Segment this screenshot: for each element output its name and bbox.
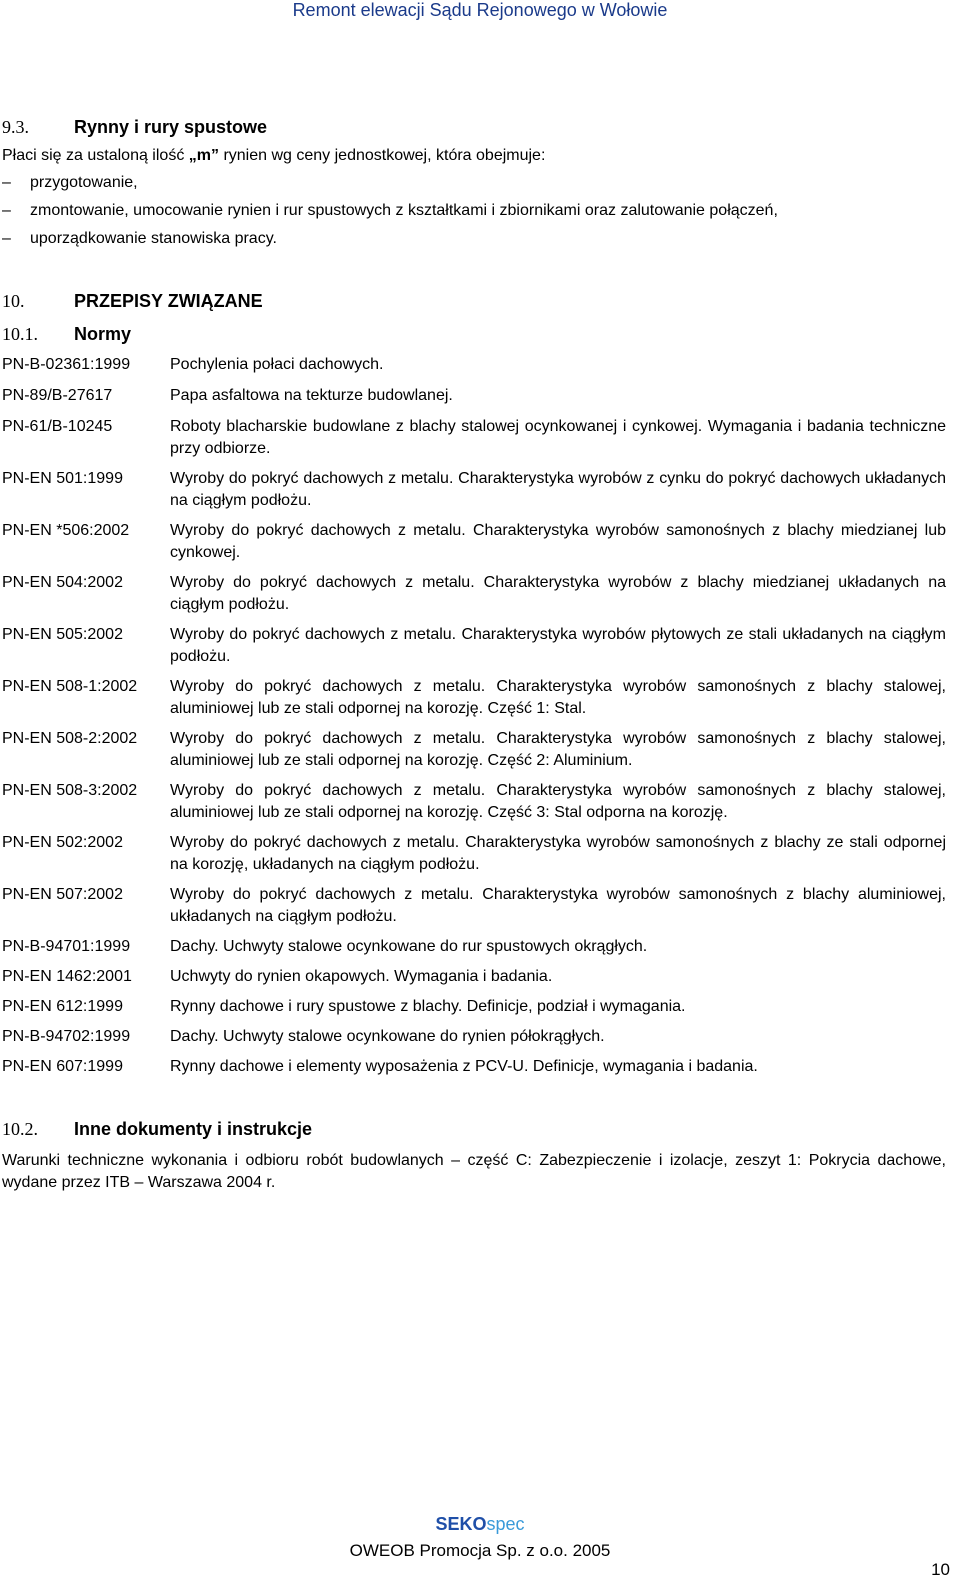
norm-code: PN-EN 502:2002 <box>2 834 123 851</box>
norm-description: Roboty blacharskie budowlane z blachy stalowej ocynkowanej i cynkowej. Wymagania i badania techniczne przy odbiorze. <box>170 418 946 457</box>
norm-description: Wyroby do pokryć dachowych z metalu. Charakterystyka wyrobów z blachy miedzianej układanych na ciągłym podłożu. <box>170 574 946 613</box>
other-documents-text: Warunki techniczne wykonania i odbioru robót budowlanych – część C: Zabezpieczenie i izolacje, zeszyt 1: Pokrycia dachowe, wydane przez ITB – Warszawa 2004 r. <box>2 1152 946 1191</box>
section-number: 10.2. <box>2 1119 38 1139</box>
page-number: 10 <box>931 1560 950 1579</box>
list-item-text: zmontowanie, umocowanie rynien i rur spustowych z kształtkami i zbiornikami oraz zalutowanie połączeń, <box>30 202 778 219</box>
norm-description: Wyroby do pokryć dachowych z metalu. Charakterystyka wyrobów samonośnych z blachy stalowej, aluminiowej lub ze stali odpornej na korozję. Część 3: Stal odporna na korozję. <box>170 782 946 821</box>
norm-row <box>2 966 946 988</box>
norm-row <box>2 385 946 407</box>
norm-code: PN-EN 508-1:2002 <box>2 678 138 695</box>
payment-intro <box>2 145 946 167</box>
intro-text: Płaci się za ustaloną ilość <box>2 147 189 164</box>
norm-row <box>2 624 946 668</box>
sekospec-logo <box>0 1513 960 1535</box>
unit-label: „m” <box>188 147 219 164</box>
norm-row <box>2 520 946 564</box>
dash-bullet: – <box>2 202 11 219</box>
norm-row <box>2 832 946 876</box>
norm-code: PN-61/B-10245 <box>2 418 113 435</box>
logo-text-seko: SEKO <box>435 1514 487 1534</box>
norm-code: PN-89/B-27617 <box>2 387 113 404</box>
section-10-2-heading <box>2 1118 946 1140</box>
norm-code: PN-B-94701:1999 <box>2 938 131 955</box>
section-number: 10. <box>2 291 25 311</box>
norm-row <box>2 416 946 460</box>
norm-code: PN-EN 508-2:2002 <box>2 730 138 747</box>
norm-row <box>2 884 946 928</box>
list-item <box>2 172 946 194</box>
norm-row <box>2 780 946 824</box>
norm-description: Rynny dachowe i rury spustowe z blachy. Definicje, podział i wymagania. <box>170 998 686 1015</box>
norm-row <box>2 996 946 1018</box>
norm-description: Dachy. Uchwyty stalowe ocynkowane do rur spustowych okrągłych. <box>170 938 648 955</box>
norm-description: Wyroby do pokryć dachowych z metalu. Charakterystyka wyrobów z cynku do pokryć dachowych układanych na ciągłym podłożu. <box>170 470 946 509</box>
norm-row <box>2 1056 946 1078</box>
page-header: Remont elewacji Sądu Rejonowego w Wołowie <box>292 0 668 20</box>
dash-bullet: – <box>2 174 11 191</box>
norm-description: Uchwyty do rynien okapowych. Wymagania i badania. <box>170 968 553 985</box>
scope-list <box>2 172 946 250</box>
logo-text-spec: spec <box>486 1514 525 1534</box>
norm-code: PN-EN *506:2002 <box>2 522 130 539</box>
list-item <box>2 228 946 250</box>
section-number: 10.1. <box>2 324 38 344</box>
norm-description: Wyroby do pokryć dachowych z metalu. Charakterystyka wyrobów płytowych ze stali układanych na ciągłym podłożu. <box>170 626 946 665</box>
list-item-text: przygotowanie, <box>30 174 138 191</box>
norm-row <box>2 936 946 958</box>
norm-code: PN-EN 507:2002 <box>2 886 123 903</box>
norm-description: Wyroby do pokryć dachowych z metalu. Charakterystyka wyrobów samonośnych z blachy miedzianej lub cynkowej. <box>170 522 946 561</box>
list-item-text: uporządkowanie stanowiska pracy. <box>30 230 277 247</box>
norm-description: Papa asfaltowa na tekturze budowlanej. <box>170 387 453 404</box>
norm-description: Dachy. Uchwyty stalowe ocynkowane do rynien półokrągłych. <box>170 1028 605 1045</box>
norm-row <box>2 572 946 616</box>
section-10-heading <box>2 290 946 312</box>
norm-description: Wyroby do pokryć dachowych z metalu. Charakterystyka wyrobów samonośnych z blachy stalowej, aluminiowej lub ze stali odpornej na korozję. Część 2: Aluminium. <box>170 730 946 769</box>
norm-code: PN-EN 508-3:2002 <box>2 782 138 799</box>
norm-row <box>2 354 946 376</box>
norm-code: PN-EN 505:2002 <box>2 626 123 643</box>
norm-code: PN-EN 612:1999 <box>2 998 123 1015</box>
norm-row <box>2 1026 946 1048</box>
section-10-1-heading <box>2 323 946 345</box>
norm-description: Wyroby do pokryć dachowych z metalu. Charakterystyka wyrobów samonośnych z blachy aluminiowej, układanych na ciągłym podłożu. <box>170 886 946 925</box>
norm-row <box>2 676 946 720</box>
document-content <box>2 116 946 1194</box>
section-title: PRZEPISY ZWIĄZANE <box>74 291 263 311</box>
norm-code: PN-EN 1462:2001 <box>2 968 132 985</box>
norm-code: PN-EN 504:2002 <box>2 574 123 591</box>
list-item <box>2 200 946 222</box>
norm-row <box>2 728 946 772</box>
norm-code: PN-EN 501:1999 <box>2 470 123 487</box>
dash-bullet: – <box>2 230 11 247</box>
norm-row <box>2 468 946 512</box>
norm-code: PN-B-02361:1999 <box>2 356 131 373</box>
norm-description: Pochylenia połaci dachowych. <box>170 356 384 373</box>
intro-text-end: rynien wg ceny jednostkowej, która obejmuje: <box>219 147 546 164</box>
company-name: OWEOB Promocja Sp. z o.o. 2005 <box>349 1541 611 1560</box>
section-number: 9.3. <box>2 117 29 137</box>
norm-description: Rynny dachowe i elementy wyposażenia z PCV-U. Definicje, wymagania i badania. <box>170 1058 758 1075</box>
section-title: Rynny i rury spustowe <box>74 117 268 137</box>
norm-description: Wyroby do pokryć dachowych z metalu. Charakterystyka wyrobów samonośnych z blachy stalowej, aluminiowej lub ze stali odpornej na korozję. Część 1: Stal. <box>170 678 946 717</box>
norm-code: PN-B-94702:1999 <box>2 1028 131 1045</box>
section-title: Normy <box>74 324 132 344</box>
norm-code: PN-EN 607:1999 <box>2 1058 123 1075</box>
norm-description: Wyroby do pokryć dachowych z metalu. Charakterystyka wyrobów samonośnych z blachy ze stali odpornej na korozję, układanych na ciągłym podłożu. <box>170 834 946 873</box>
norms-list <box>2 354 946 1078</box>
section-title: Inne dokumenty i instrukcje <box>74 1119 313 1139</box>
section-9-3-heading <box>2 116 946 138</box>
